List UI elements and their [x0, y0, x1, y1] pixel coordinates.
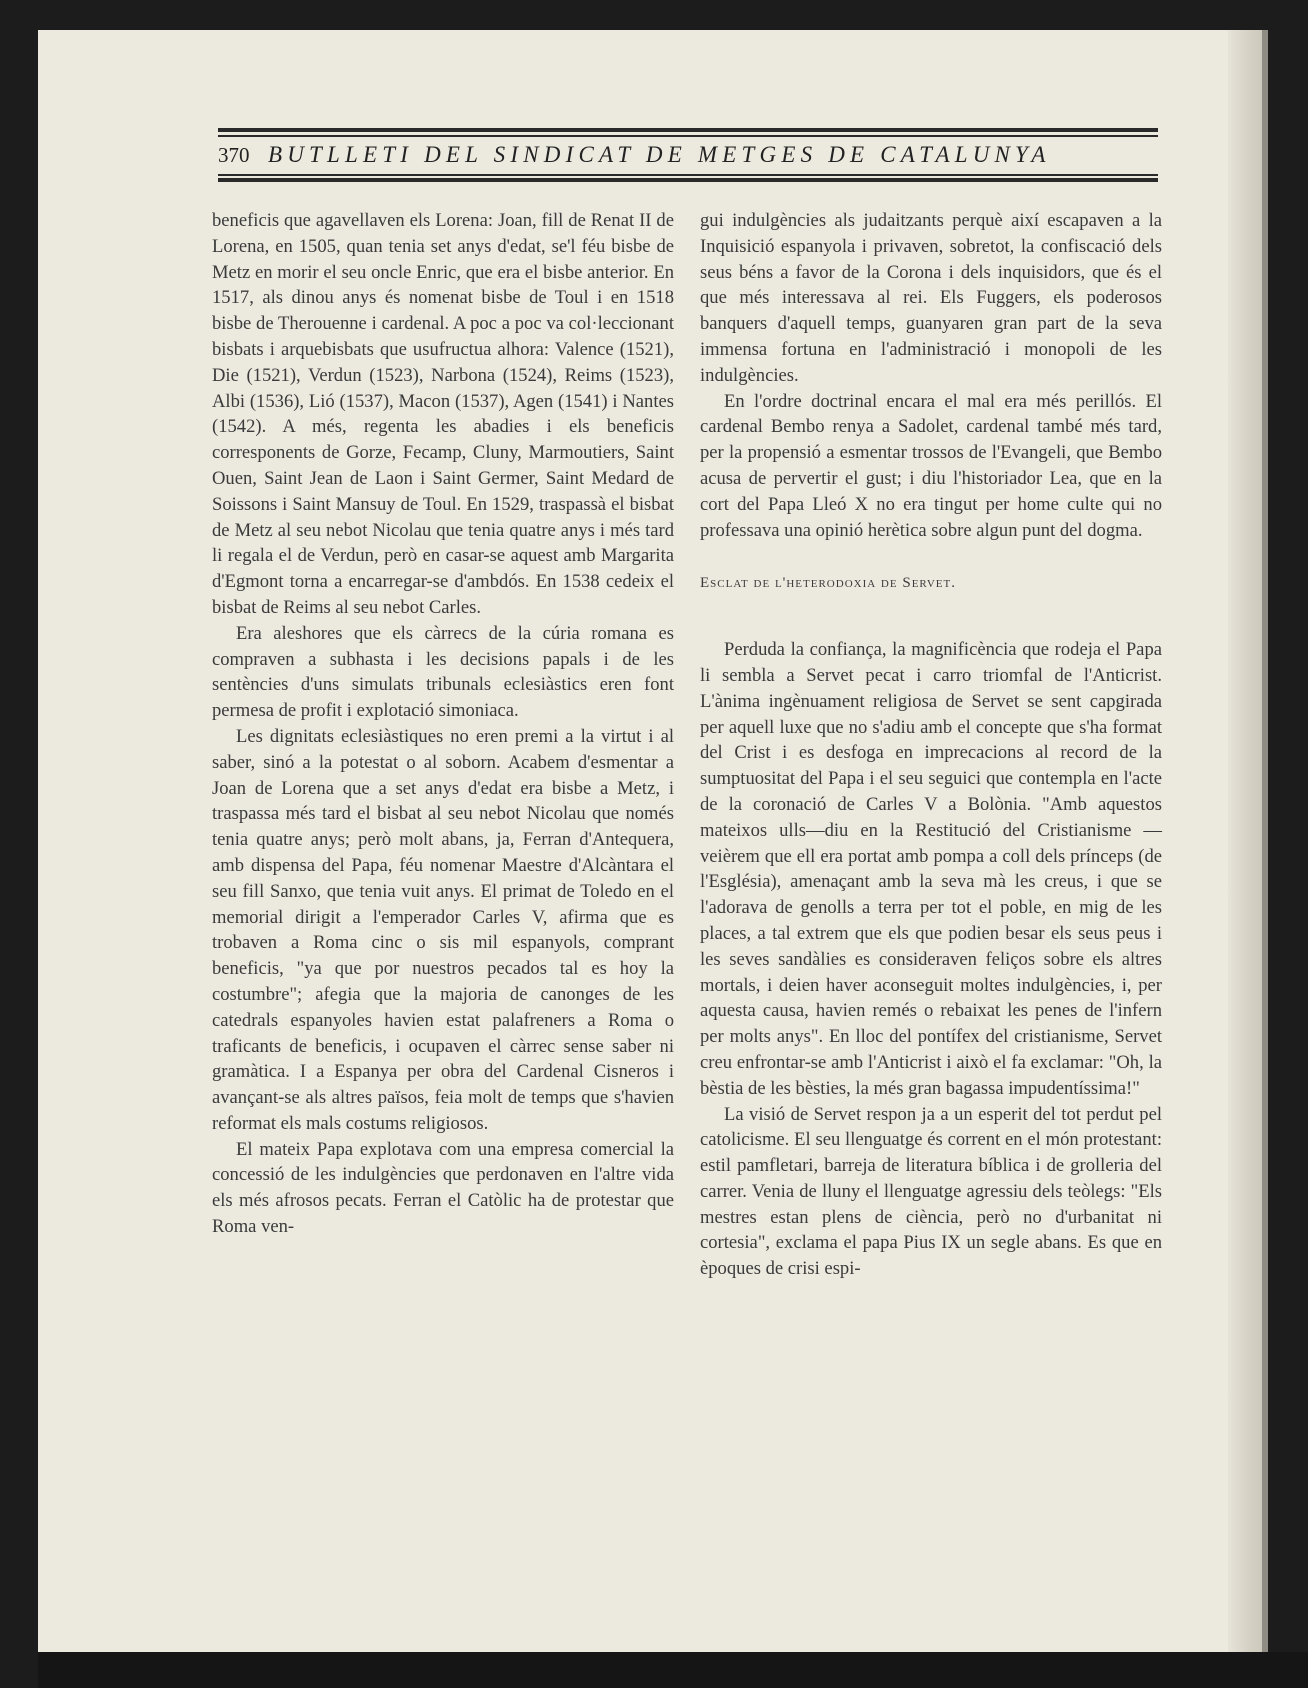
paragraph: El mateix Papa explotava com una empresa comercial la concessió de les indulgències que perdonaven en l'altre vida els més afrosos pecats. Ferran el Catòlic ha de protestar que Roma ven- [212, 1138, 674, 1238]
paragraph: Les dignitats eclesiàstiques no eren premi a la virtut i al saber, sinó a la potestat o al soborn. Acabem d'esmentar a Joan de Lorena que a set anys d'edat era bisbe a Metz, i traspassa més tard el bisbat al seu nebot Nicolau que només tenia quatre anys; però molt abans, ja, Ferran d'Antequera, amb dispensa del Papa, féu nomenar Maestre d'Alcàntara el seu fill Sanxo, que tenia vuit anys. El primat de Toledo en el memorial dirigit a l'emperador Carles V, afirma que es trobaven a Roma cinc o sis mil espanyols, comprant beneficis, "ya que por nuestros pecados tal es hoy la costumbre"; afegia que la majoria de canonges de les catedrals espanyoles havien estat palafreners a Roma o traficants de beneficis, i ocupaven el càrrec sense saber ni gramàtica. I a Espanya per obra del Cardenal Cisneros i avançant-se als altres països, feia molt de temps que s'havien reformat els mals costums religiosos. [212, 725, 674, 1134]
paragraph: La visió de Servet respon ja a un esperit del tot perdut pel catolicisme. El seu llenguatge és corrent en el món protestant: estil pamfletari, barreja de literatura bíblica i de grolleria del carrer. Venia de lluny el llenguatge agressiu dels teòlegs: "Els mestres estan plens de ciència, però no d'urbanitat ni cortesia", exclama el papa Pius IX un segle abans. Es que en èpoques de crisi espi- [700, 1103, 1162, 1280]
section-heading: Esclat de l'heterodoxia de Servet. [700, 575, 956, 592]
paragraph: Era aleshores que els càrrecs de la cúria romana es compraven a subhasta i les decisions papals i de les sentències d'uns simulats tribunals eclesiàstics eren font permesa de profit i explotació simoniaca. [212, 622, 674, 722]
left-text-column [212, 208, 674, 1240]
header-rule-top-thick [218, 128, 1158, 132]
header-rule-bottom-thick [218, 178, 1158, 182]
scan-border-bottom [38, 1652, 1308, 1688]
running-header [218, 140, 1170, 170]
running-title: BUTLLETI DEL SINDICAT DE METGES DE CATALUNYA [268, 142, 1051, 167]
paragraph: En l'ordre doctrinal encara el mal era més perillós. El cardenal Bembo renya a Sadolet, cardenal també més tard, per la propensió a esmentar trossos de l'Evangeli, que Bembo acusa de pervertir el gust; i diu l'historiador Lea, que en la cort del Papa Lleó X no era tingut per home culte qui no professava una opinió herètica sobre algun punt del dogma. [700, 390, 1162, 541]
right-text-column [700, 208, 1162, 1282]
paragraph: Perduda la confiança, la magnificència que rodeja el Papa li sembla a Servet pecat i carro triomfal de l'Anticrist. L'ànima ingènuament religiosa de Servet se sent capgirada per aquell luxe que no s'adiu amb el concepte que s'ha format del Crist i es desfoga en imprecacions al record de la sumptuositat del Papa i el seu seguici que contempla en l'acte de la coronació de Carles V a Bolònia. "Amb aquestos mateixos ulls—diu en la Restitució del Cristianisme — veièrem que ell era portat amb pompa a coll dels prínceps (de l'Església), amenaçant amb la seva mà les creus, i que se l'adorava de genolls a terra per tot el poble, en mig de les places, a tal extrem que els que podien besar els seus peus i les seves sandàlies es consideraven feliços sobre els altres mortals, i deien haver aconseguit moltes indulgències, i, per aquesta causa, havien remés o rebaixat les penes de l'infern per molts anys". En lloc del pontífex del cristianisme, Servet creu enfrontar-se amb l'Anticrist i això el fa exclamar: "Oh, la bèstia de les bèsties, la més gran bagassa impudentíssima!" [700, 639, 1162, 1099]
page-number: 370 [218, 142, 250, 167]
binding-gutter [1262, 30, 1268, 1652]
paragraph: gui indulgències als judaitzants perquè així escapaven a la Inquisició espanyola i privaven, sobretot, la confiscació dels seus béns a favor de la Corona i dels inquisidors, que és el que més interessava al rei. Els Fuggers, els poderosos banquers d'aquell temps, guanyaren gran part de la seva immensa fortuna en l'administració i monopoli de les indulgències. [700, 210, 1162, 386]
header-rule-top-thin [218, 135, 1158, 137]
header-rule-bottom-thin [218, 174, 1158, 176]
paragraph: beneficis que agavellaven els Lorena: Joan, fill de Renat II de Lorena, en 1505, quan tenia set anys d'edat, se'l féu bisbe de Metz en morir el seu oncle Enric, que era el bisbe anterior. En 1517, als dinou anys és nomenat bisbe de Toul i en 1518 bisbe de Therouenne i cardenal. A poc a poc va col·leccionant bisbats i arquebisbats que usufructua alhora: Valence (1521), Die (1521), Verdun (1523), Narbona (1524), Reims (1523), Albi (1536), Lió (1537), Macon (1537), Agen (1541) i Nantes (1542). A més, regenta les abadies i els beneficis corresponents de Gorze, Fecamp, Cluny, Marmoutiers, Saint Ouen, Saint Jean de Laon i Saint Germer, Saint Medard de Soissons i Saint Mansuy de Toul. En 1529, traspassà el bisbat de Metz al seu nebot Nicolau que tenia quatre anys i més tard li regala el de Verdun, però en casar-se aquest amb Margarita d'Egmont torna a encarregar-se d'ambdós. En 1538 cedeix el bisbat de Reims al seu nebot Carles. [212, 210, 674, 618]
